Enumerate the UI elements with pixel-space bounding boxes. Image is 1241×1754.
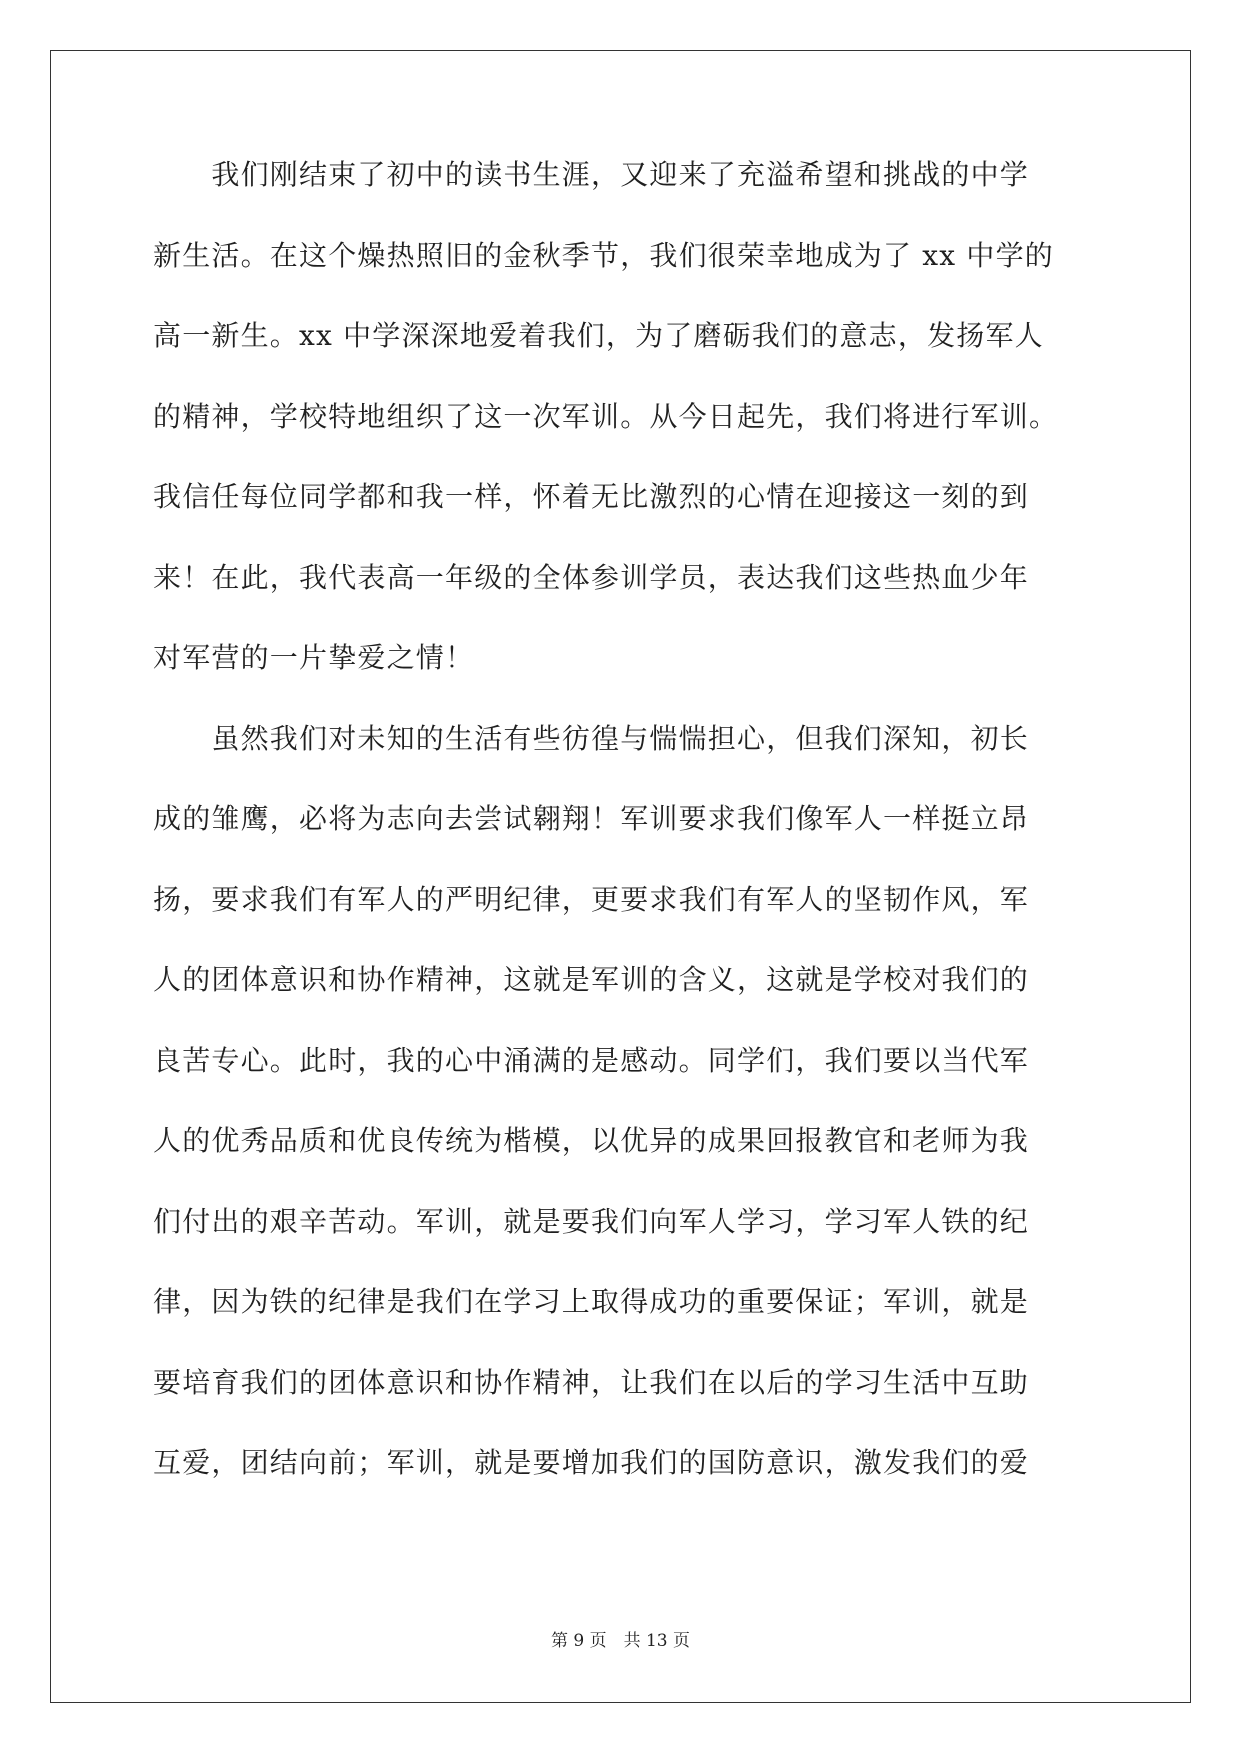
text-line: 我们刚结束了初中的读书生涯，又迎来了充溢希望和挑战的中学 xyxy=(153,158,1030,191)
text-line: 虽然我们对未知的生活有些彷徨与惴惴担心，但我们深知，初长 xyxy=(153,721,1030,755)
text-line: 成的雏鹰，必将为志向去尝试翱翔！军训要求我们像军人一样挺立昂 xyxy=(153,802,1030,835)
text-line: 来！在此，我代表高一年级的全体参训学员，表达我们这些热血少年 xyxy=(153,560,1030,594)
text-line: 互爱，团结向前；军训，就是要增加我们的国防意识，激发我们的爱 xyxy=(153,1446,1030,1479)
text-line: 要培育我们的团体意识和协作精神，让我们在以后的学习生活中互助 xyxy=(153,1365,1030,1399)
text-line: 新生活。在这个燥热照旧的金秋季节，我们很荣幸地成为了 xx 中学的 xyxy=(153,238,1054,272)
text-line: 对军营的一片挚爱之情！ xyxy=(153,641,475,674)
page-number-footer: 第 9 页 共 13 页 xyxy=(550,1631,691,1651)
text-line: 人的团体意识和协作精神，这就是军训的含义，这就是学校对我们的 xyxy=(153,963,1030,996)
text-line: 扬，要求我们有军人的严明纪律，更要求我们有军人的坚韧作风，军 xyxy=(153,882,1030,916)
text-line: 高一新生。xx 中学深深地爱着我们，为了磨砺我们的意志，发扬军人 xyxy=(153,319,1044,352)
text-line: 良苦专心。此时，我的心中涌满的是感动。同学们，我们要以当代军 xyxy=(153,1043,1030,1077)
document-body xyxy=(153,159,1089,1528)
text-line: 的精神，学校特地组织了这一次军训。从今日起先，我们将进行军训。 xyxy=(153,399,1059,433)
text-line: 我信任每位同学都和我一样，怀着无比激烈的心情在迎接这一刻的到 xyxy=(153,480,1030,513)
text-line: 人的优秀品质和优良传统为楷模，以优异的成果回报教官和老师为我 xyxy=(153,1124,1030,1157)
text-line: 律，因为铁的纪律是我们在学习上取得成功的重要保证；军训，就是 xyxy=(153,1285,1030,1318)
text-line: 们付出的艰辛苦动。军训，就是要我们向军人学习，学习军人铁的纪 xyxy=(153,1204,1030,1238)
